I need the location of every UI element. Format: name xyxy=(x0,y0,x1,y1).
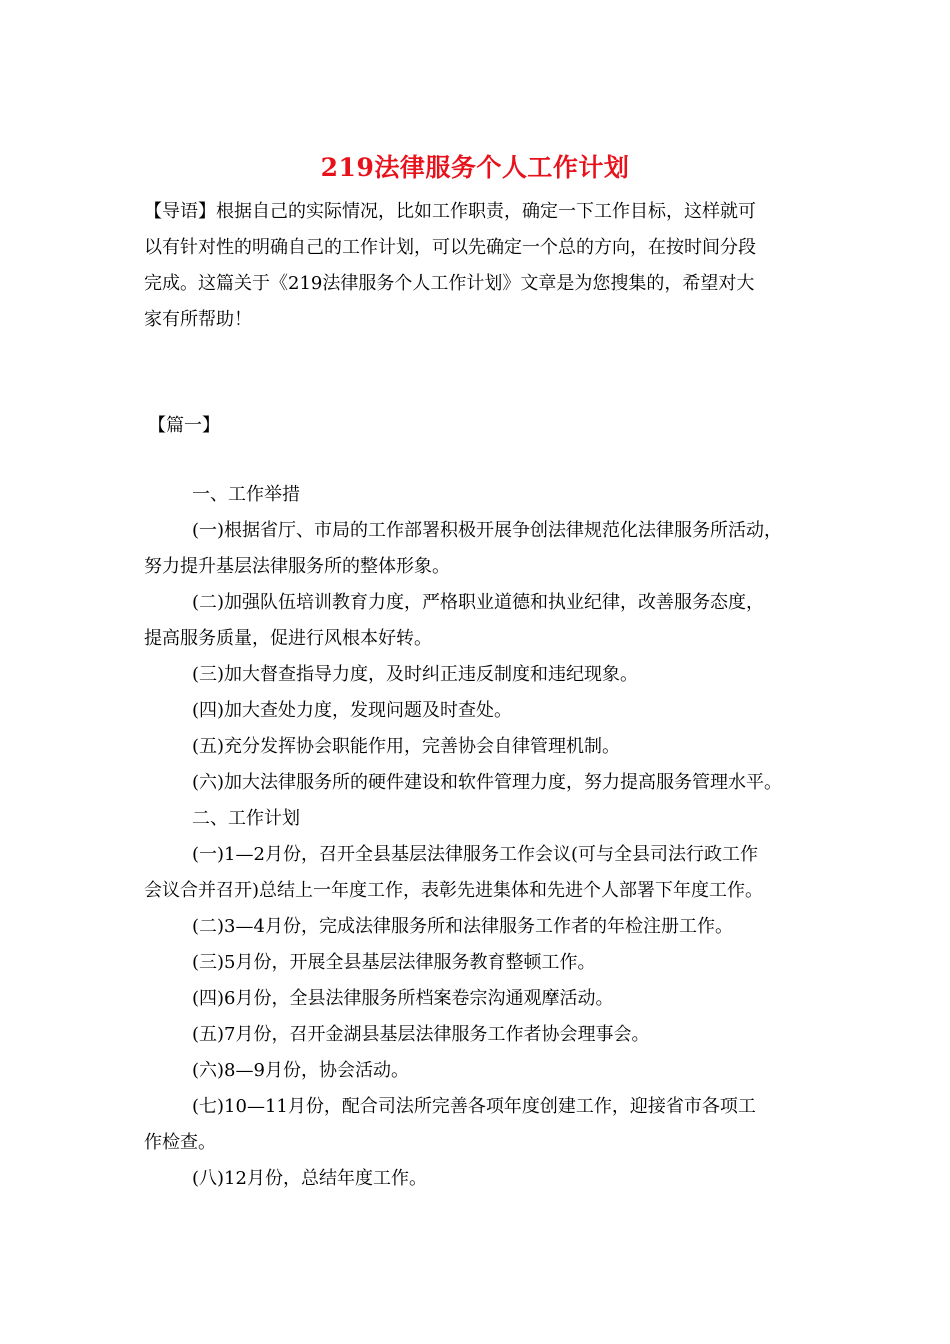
intro-paragraph xyxy=(144,194,804,338)
intro-line: 以有针对性的明确自己的工作计划，可以先确定一个总的方向，在按时间分段 xyxy=(144,237,756,258)
body-line: 一、工作举措 xyxy=(192,484,300,505)
body-line: (一)1—2月份，召开全县基层法律服务工作会议(可与全县司法行政工作 xyxy=(192,844,758,865)
body-text xyxy=(144,477,834,1197)
body-line: (二)3—4月份，完成法律服务所和法律服务工作者的年检注册工作。 xyxy=(192,916,733,937)
body-line: (五)7月份，召开金湖县基层法律服务工作者协会理事会。 xyxy=(192,1024,650,1045)
body-line: (四)6月份，全县法律服务所档案卷宗沟通观摩活动。 xyxy=(192,988,614,1009)
body-line: (三)5月份，开展全县基层法律服务教育整顿工作。 xyxy=(192,952,596,973)
section-label: 【篇一】 xyxy=(148,415,220,436)
document-title: 219法律服务个人工作计划 xyxy=(320,153,630,182)
body-line: (八)12月份，总结年度工作。 xyxy=(192,1168,427,1189)
body-line: (一)根据省厅、市局的工作部署积极开展争创法律规范化法律服务所活动， xyxy=(192,520,783,541)
body-line: (七)10—11月份，配合司法所完善各项年度创建工作，迎接省市各项工 xyxy=(192,1096,756,1117)
intro-line: 【导语】根据自己的实际情况，比如工作职责，确定一下工作目标，这样就可 xyxy=(144,201,756,222)
body-line: (六)加大法律服务所的硬件建设和软件管理力度，努力提高服务管理水平。 xyxy=(192,772,783,793)
body-line: 会议合并召开)总结上一年度工作，表彰先进集体和先进个人部署下年度工作。 xyxy=(144,880,764,901)
body-line: (三)加大督查指导力度，及时纠正违反制度和违纪现象。 xyxy=(192,664,639,685)
body-line: (五)充分发挥协会职能作用，完善协会自律管理机制。 xyxy=(192,736,621,757)
body-line: (四)加大查处力度，发现问题及时查处。 xyxy=(192,700,513,721)
intro-line: 完成。这篇关于《219法律服务个人工作计划》文章是为您搜集的，希望对大 xyxy=(144,273,755,294)
body-line: 二、工作计划 xyxy=(192,808,300,829)
body-line: (二)加强队伍培训教育力度，严格职业道德和执业纪律，改善服务态度， xyxy=(192,592,765,613)
body-line: 努力提升基层法律服务所的整体形象。 xyxy=(144,556,450,577)
intro-line: 家有所帮助！ xyxy=(144,309,252,330)
body-line: 作检查。 xyxy=(144,1132,216,1153)
body-line: 提高服务质量，促进行风根本好转。 xyxy=(144,628,432,649)
body-line: (六)8—9月份，协会活动。 xyxy=(192,1060,409,1081)
